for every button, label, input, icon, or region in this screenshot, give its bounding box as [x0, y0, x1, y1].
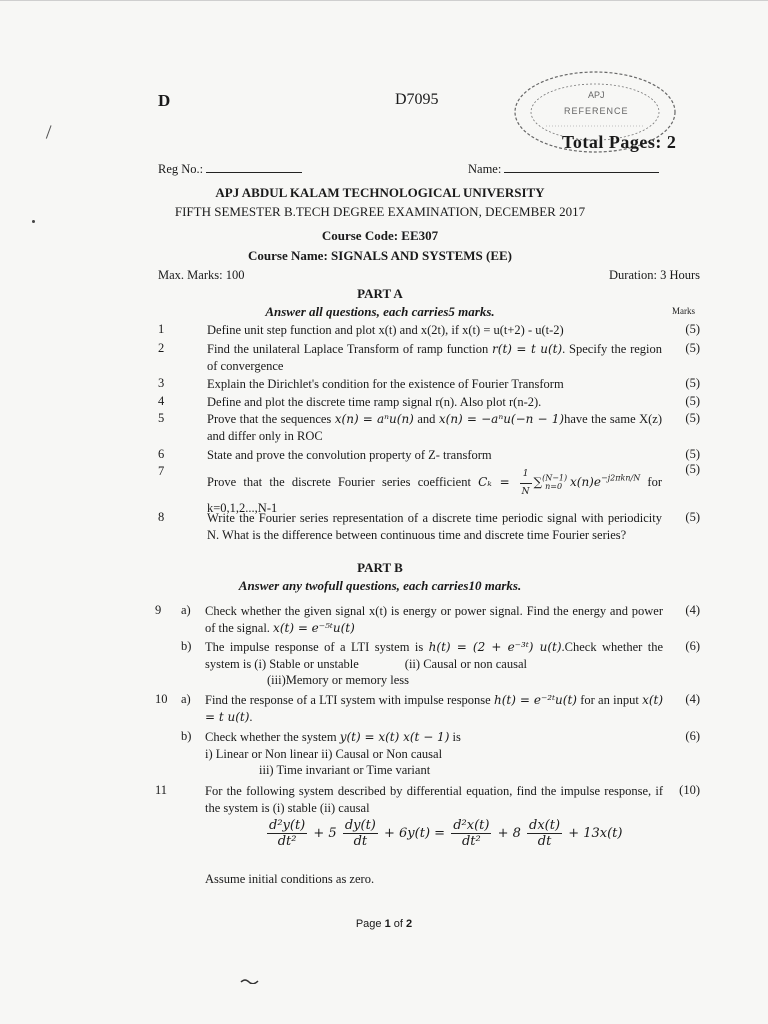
part-b-title: PART B: [357, 560, 403, 575]
question-text: Write the Fourier series representation of a discrete time periodic signal with periodicity N. What is the difference between continuous time and discrete time Fourier series?: [207, 511, 662, 542]
question-number: 6: [158, 447, 165, 461]
part-a-instruction: Answer all questions, each carries5 marks.: [265, 304, 495, 319]
name-label: Name:: [468, 162, 502, 176]
question-marks: (5): [685, 411, 700, 425]
question-text: Explain the Dirichlet's condition for the existence of Fourier Transform: [207, 377, 564, 391]
part-b-instruction: Answer any twofull questions, each carries10 marks.: [238, 578, 522, 593]
question-marks: (4): [685, 603, 700, 617]
subquestion-label: a): [181, 692, 191, 706]
name-field: [468, 161, 659, 177]
series-letter: D: [158, 91, 171, 110]
reg-no-field: [158, 161, 302, 177]
scan-mark: [240, 978, 260, 984]
question-marks: (5): [685, 322, 700, 336]
svg-text:APJ: APJ: [588, 90, 605, 100]
name-blank: [504, 161, 659, 173]
university-title: APJ ABDUL KALAM TECHNOLOGICAL UNIVERSITY: [215, 185, 545, 200]
question-number: 2: [158, 341, 165, 355]
margin-pen-dot: [32, 220, 35, 223]
page-footer: Page 1 of 2: [355, 918, 413, 930]
paper-code: D7095: [395, 91, 439, 108]
question-marks: (10): [679, 783, 700, 797]
question-marks: (6): [685, 639, 700, 653]
top-edge-line: [0, 0, 768, 1]
subquestion-label: b): [181, 729, 192, 743]
question-number: 8: [158, 510, 165, 524]
question-marks: (5): [685, 341, 700, 355]
question-text: Check whether the system y(t) = x(t) x(t − 1) is i) Linear or Non linear ii) Causal or Non causal iii) Time invariant or Time variant: [205, 730, 461, 777]
question-number: 4: [158, 394, 165, 408]
question-text: Define and plot the discrete time ramp signal r(n). Also plot r(n-2).: [207, 395, 542, 409]
question-marks: (6): [685, 729, 700, 743]
question-number: 3: [158, 376, 165, 390]
question-number: 10: [155, 692, 168, 706]
question-text: Check whether the given signal x(t) is energy or power signal. Find the energy and power of the signal. x(t) = e⁻⁵ᵗu(t): [205, 604, 663, 635]
differential-equation: $\frac{\text{d²y(t)}}{\text{dt²}}$ + 5 $\frac{dy(t)}{dt}$ + 6y(t) = $\frac{\text{d²x(t)}}{\text{dt²}}$ + 8 $\frac{dx(t)}{dt}$ + 13x(t): [269, 818, 623, 849]
question-marks: (5): [685, 447, 700, 461]
question-marks: (5): [685, 510, 700, 524]
question-text: Define unit step function and plot x(t) and x(2t), if x(t) = u(t+2) - u(t-2): [207, 323, 564, 337]
marks-column-header: Marks: [672, 306, 695, 316]
question-number: 11: [155, 783, 168, 797]
question-marks: (4): [685, 692, 700, 706]
course-name: Course Name: SIGNALS AND SYSTEMS (EE): [248, 248, 512, 263]
question-number: 7: [158, 464, 165, 478]
exam-title: FIFTH SEMESTER B.TECH DEGREE EXAMINATION, DECEMBER 2017: [174, 204, 586, 219]
reg-no-blank: [206, 161, 302, 173]
question-number: 5: [158, 411, 165, 425]
reg-no-label: Reg No.:: [158, 162, 204, 176]
total-pages-label: Total Pages: 2: [562, 132, 677, 152]
question-marks: (5): [685, 462, 700, 476]
question-text: Find the unilateral Laplace Transform of ramp function r(t) = t u(t). Specify the region of convergence: [207, 342, 663, 373]
question-text: For the following system described by differential equation, find the impulse response, if the system is (i) stable (ii) causal: [205, 784, 663, 815]
assumption-note: Assume initial conditions as zero.: [205, 872, 375, 886]
course-code: Course Code: EE307: [321, 228, 439, 243]
part-a-title: PART A: [357, 286, 403, 301]
question-marks: (5): [685, 376, 700, 390]
question-text: Prove that the sequences x(n) = aⁿu(n) and x(n) = −aⁿu(−n − 1)have the same X(z) and differ only in ROC: [207, 412, 662, 443]
question-text: Find the response of a LTI system with impulse response h(t) = e⁻²ᵗu(t) for an input x(t) = t u(t).: [205, 693, 664, 724]
question-text: Prove that the discrete Fourier series coefficient Cₖ = $\frac{1}{N}$ ∑$^{(N-1)}_{n=0}$ $x(n)e^{-j2\pi kn/N}$ for k=0,1,2...,N-1: [207, 466, 662, 517]
question-text: The impulse response of a LTI system is h(t) = (2 + e⁻³ᵗ) u(t).Check whether the system is (i) Stable or unstable (ii) Causal or non causal (iii)Memory or memory less: [205, 640, 664, 687]
question-marks: (5): [685, 394, 700, 408]
duration: Duration: 3 Hours: [609, 268, 700, 282]
question-text: State and prove the convolution property of Z- transform: [207, 448, 492, 462]
subquestion-label: a): [181, 603, 191, 617]
max-marks: Max. Marks: 100: [158, 268, 245, 282]
question-number: 1: [158, 322, 165, 336]
question-number: 9: [155, 603, 162, 617]
margin-pen-stroke: [46, 125, 57, 141]
subquestion-label: b): [181, 639, 192, 653]
svg-text:REFERENCE: REFERENCE: [564, 106, 629, 116]
